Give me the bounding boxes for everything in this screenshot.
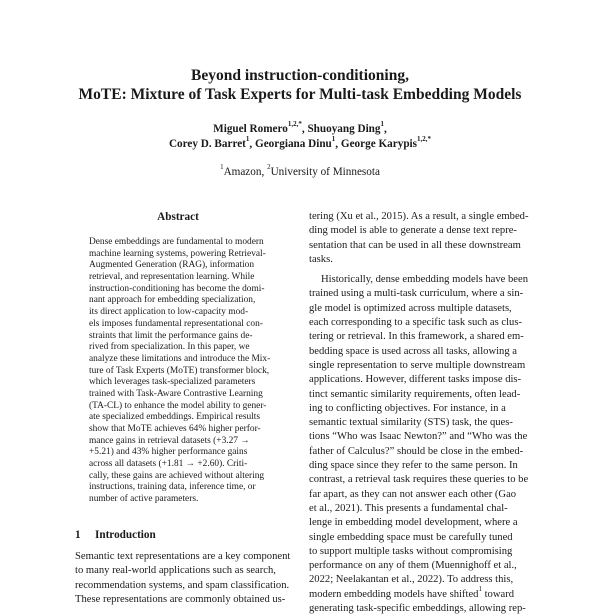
- title-line-2: MoTE: Mixture of Task Experts for Multi-task Embedding Models: [78, 86, 522, 103]
- text-line: ate specialized embeddings. Empirical results: [89, 412, 261, 423]
- text-line: ding model is able to generate a dense text repre-: [309, 225, 517, 237]
- text-line: father of Calculus?” should be close in the embed-: [309, 445, 524, 457]
- author-affil-mark: 1: [380, 120, 385, 129]
- text-line: (TA-CL) to enhance the model ability to gener-: [89, 400, 267, 411]
- text-line: straints that limit the performance gains de-: [89, 330, 253, 341]
- author-affil-mark: 1,2,*: [417, 135, 432, 144]
- text-line: show that MoTE achieves 64% higher perfor-: [89, 424, 261, 434]
- author-name: Miguel Romero: [213, 123, 288, 135]
- text-line: et al., 2021). This presents a fundamental chal-: [309, 502, 508, 514]
- text-line: 2022; Neelakantan et al., 2022). To address this,: [309, 574, 514, 586]
- text-line: semantic textual similarity (STS) task, the ques-: [309, 417, 513, 429]
- paper-title: [0, 66, 600, 104]
- text-line: analyze these limitations and introduce the Mix-: [89, 353, 271, 364]
- affiliations: [0, 163, 600, 178]
- text-line: each corresponding to a specific task such as clus-: [309, 317, 522, 329]
- text-line: recommendation systems, and spam classification.: [75, 579, 290, 591]
- affil-text: Amazon,: [223, 166, 268, 178]
- author-affil-mark: 1,2,*: [287, 120, 302, 129]
- author-name: Georgiana Dinu: [255, 138, 332, 150]
- text-line: modern embedding models have shifted$^1$ toward: [309, 585, 515, 600]
- text-line: tering or retrieval. In this framework, a shared em-: [309, 331, 524, 343]
- text-line: cally, these gains are achieved without altering: [89, 470, 265, 481]
- affil-mark: 1: [220, 163, 224, 172]
- text-line: retrieval, and representation learning. While: [89, 272, 255, 283]
- text-line: its direct application to low-capacity mod-: [89, 307, 249, 318]
- text-line: instruction-conditioning has become the domi-: [89, 283, 265, 294]
- text-line: trained with Task-Aware Contrastive Learning: [89, 388, 263, 399]
- text-line: number of active parameters.: [89, 494, 199, 505]
- section-number: 1: [75, 529, 81, 541]
- author-line-1: Miguel Romero$^{1,2,*}$, Shuoyang Ding$^1$,: [213, 120, 387, 135]
- text-fragment: toward: [481, 588, 515, 600]
- author-affil-mark: 1: [331, 135, 336, 144]
- text-line: Historically, dense embedding models have been: [321, 274, 529, 286]
- text-line: contrast, a retrieval task requires these queries to be: [309, 474, 529, 486]
- text-line: tasks.: [309, 253, 333, 265]
- text-line: machine learning systems, powering Retrieval-: [89, 248, 266, 259]
- section-title: Introduction: [95, 529, 156, 541]
- text-line: ding space since they refer to the same person. In: [309, 460, 518, 472]
- text-line: tions “Who was Isaac Newton?” and “Who was the: [309, 431, 528, 443]
- text-line: tering (Xu et al., 2015). As a result, a single embed-: [309, 211, 529, 222]
- intro-body: [75, 550, 291, 607]
- text-line: bedding space is used across all tasks, allowing a: [309, 345, 518, 357]
- text-line: trained using a multi-task curriculum, where a sin-: [309, 288, 524, 300]
- text-line: applications. However, different tasks impose dis-: [309, 374, 522, 386]
- title-line-1: Beyond instruction-conditioning,: [191, 67, 409, 84]
- author-line-2: Corey D. Barret$^1$, Georgiana Dinu$^1$, George Karypis$^{1,2,*}$: [168, 135, 432, 150]
- text-line: to support multiple tasks without compromising: [309, 545, 513, 557]
- affil-text: University of Minnesota: [270, 166, 380, 178]
- text-line: gle model is optimized across multiple datasets,: [309, 302, 512, 314]
- author-affil-mark: 1: [245, 135, 250, 144]
- text-line: single embedding space must be carefully tuned: [309, 531, 513, 543]
- footnote-mark[interactable]: 1: [478, 585, 482, 594]
- text-line: nant approach for embedding specialization,: [89, 295, 256, 306]
- text-line: els imposes fundamental representational con-: [89, 318, 263, 329]
- affil-mark: 2: [267, 163, 271, 172]
- text-line: generating task-specific embeddings, allowing rep-: [309, 603, 526, 615]
- right-column-body: [309, 210, 529, 616]
- text-line: rived from specialization. In this paper, we: [89, 342, 250, 353]
- text-line: +5.21) and 43% higher performance gains: [89, 447, 248, 458]
- text-line: Semantic text representations are a key component: [75, 551, 291, 562]
- text-line: performance on any of them (Muennighoff et al.,: [309, 560, 517, 572]
- text-line: which leverages task-specialized parameters: [89, 377, 256, 388]
- text-line: instructions, training data, inference time, or: [89, 482, 256, 493]
- section-heading: [75, 529, 156, 541]
- author-list: [0, 122, 600, 152]
- author-name: Shuoyang Ding: [307, 123, 381, 135]
- author-name: Corey D. Barret: [168, 138, 246, 150]
- abstract-heading: Abstract: [157, 211, 199, 223]
- abstract-body: [89, 237, 271, 506]
- text-line: ture of Task Experts (MoTE) transformer block,: [89, 365, 270, 376]
- text-line: tinct semantic similarity requirements, often lead-: [309, 388, 521, 400]
- text-line: across all datasets (+1.81 → +2.60). Criti-: [89, 459, 248, 470]
- text-line: far apart, as they can not answer each other (Gao: [309, 488, 517, 500]
- text-line: to many real-world applications such as search,: [75, 565, 276, 577]
- text-line: ing to conflicting objectives. For instance, in a: [309, 402, 506, 414]
- text-line: sentation that can be used in all these downstream: [309, 239, 521, 251]
- text-line: single representation to serve multiple downstream: [309, 359, 526, 371]
- text-line: Augmented Generation (RAG), information: [89, 260, 255, 271]
- author-name: George Karypis: [340, 138, 418, 150]
- text-line: Dense embeddings are fundamental to modern: [89, 237, 264, 247]
- text-line: These representations are commonly obtained us-: [75, 593, 286, 605]
- text-line: lenge in embedding model development, where a: [309, 517, 518, 529]
- text-line: mance gains in retrieval datasets (+3.27 →: [89, 435, 250, 446]
